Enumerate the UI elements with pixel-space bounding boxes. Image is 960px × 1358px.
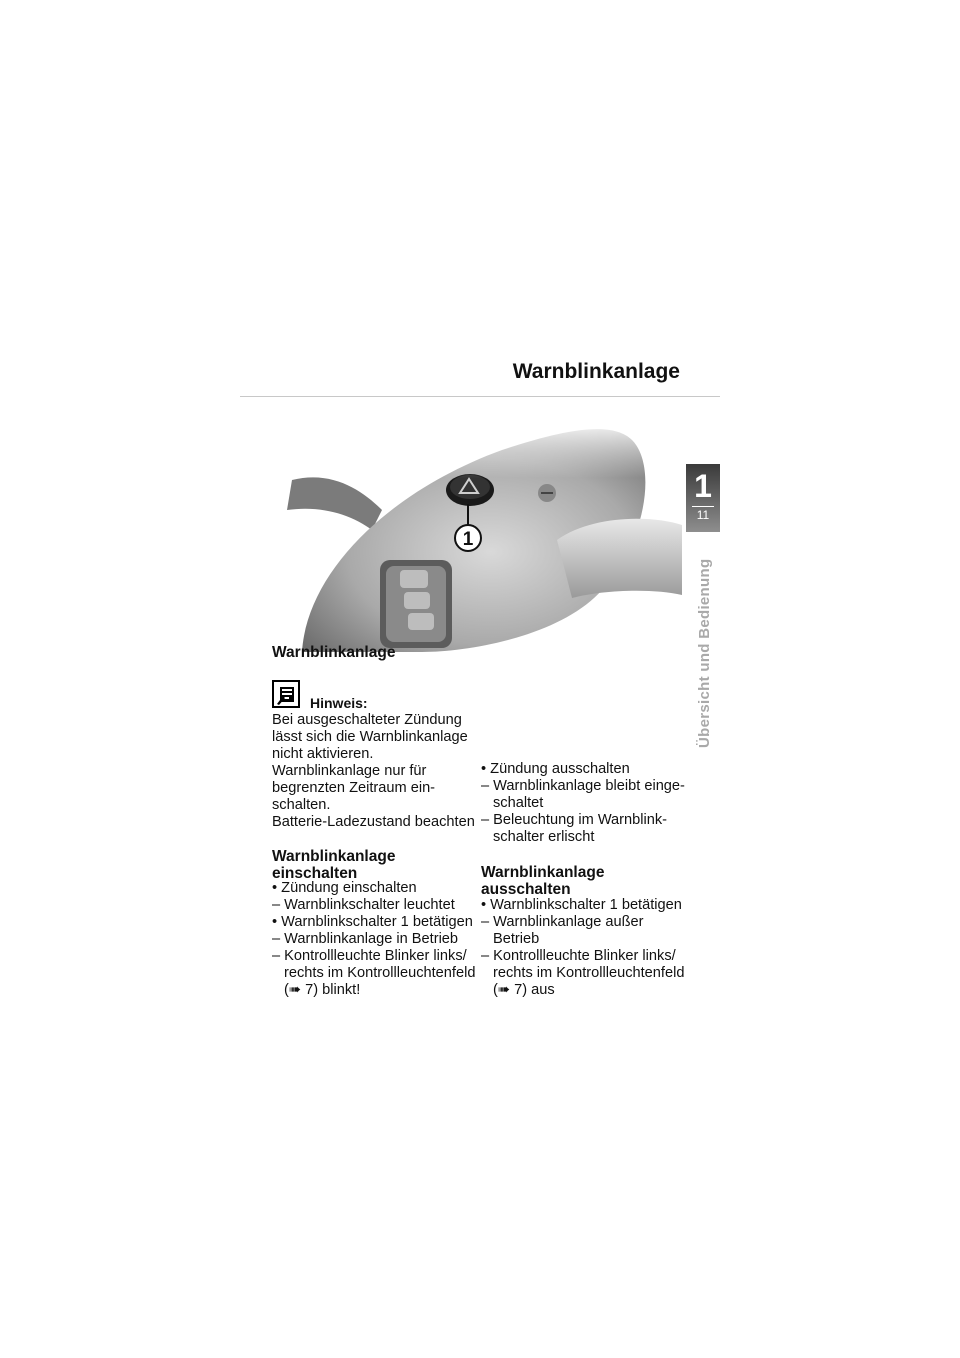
- step-line: • Zündung einschalten: [272, 880, 417, 896]
- step-line: – Warnblinkanlage bleibt einge-: [481, 778, 685, 794]
- step-line: Betrieb: [493, 931, 540, 947]
- section-heading-on: [272, 848, 395, 882]
- section-heading-off: [481, 864, 604, 898]
- step-line: • Zündung ausschalten: [481, 761, 630, 777]
- chapter-tab-divider: [692, 506, 714, 507]
- step-line: schaltet: [493, 795, 544, 811]
- ignition-off-steps: [481, 761, 685, 846]
- note-line: begrenzten Zeitraum ein-: [272, 780, 436, 796]
- heading-line: einschalten: [272, 865, 358, 882]
- step-line: – Warnblinkschalter leuchtet: [272, 897, 455, 913]
- step-line: – Kontrollleuchte Blinker links/: [272, 948, 467, 964]
- title-divider: [240, 396, 720, 397]
- step-line: rechts im Kontrollleuchtenfeld: [284, 965, 476, 981]
- note-line: Batterie-Ladezustand beachten: [272, 814, 475, 830]
- heading-line: Warnblinkanlage: [481, 864, 605, 881]
- step-line: (➠ 7) aus: [493, 982, 555, 998]
- step-line: • Warnblinkschalter 1 betätigen: [481, 897, 682, 913]
- side-chapter-label: Übersicht und Bedienung: [696, 558, 713, 748]
- page-number: 11: [696, 508, 710, 522]
- figure-caption: Warnblinkanlage: [272, 644, 396, 661]
- heading-line: Warnblinkanlage: [272, 848, 396, 865]
- step-line: – Kontrollleuchte Blinker links/: [481, 948, 676, 964]
- note-line: lässt sich die Warnblinkanlage: [272, 729, 468, 745]
- step-line: (➠ 7) blinkt!: [284, 982, 361, 998]
- heading-line: ausschalten: [481, 881, 571, 898]
- section-steps-off: [481, 897, 684, 999]
- step-line: rechts im Kontrollleuchtenfeld: [493, 965, 685, 981]
- note-line: nicht aktivieren.: [272, 746, 374, 762]
- step-line: – Warnblinkanlage in Betrieb: [272, 931, 459, 947]
- note-line: Warnblinkanlage nur für: [272, 763, 427, 779]
- handlebar-switch-photo: [272, 420, 682, 652]
- note-label: Hinweis:: [310, 695, 368, 711]
- step-line: – Warnblinkanlage außer: [481, 914, 644, 930]
- note-line: Bei ausgeschalteter Zündung: [272, 712, 462, 728]
- chapter-number: 1: [694, 468, 712, 504]
- page-title: Warnblinkanlage: [512, 360, 680, 383]
- step-line: schalter erlischt: [493, 829, 595, 845]
- section-steps-on: [272, 880, 475, 999]
- step-line: – Beleuchtung im Warnblink-: [481, 812, 668, 828]
- note-line: schalten.: [272, 797, 331, 813]
- note-icon: [272, 680, 300, 708]
- note-text: [272, 712, 475, 831]
- step-line: • Warnblinkschalter 1 betätigen: [272, 914, 473, 930]
